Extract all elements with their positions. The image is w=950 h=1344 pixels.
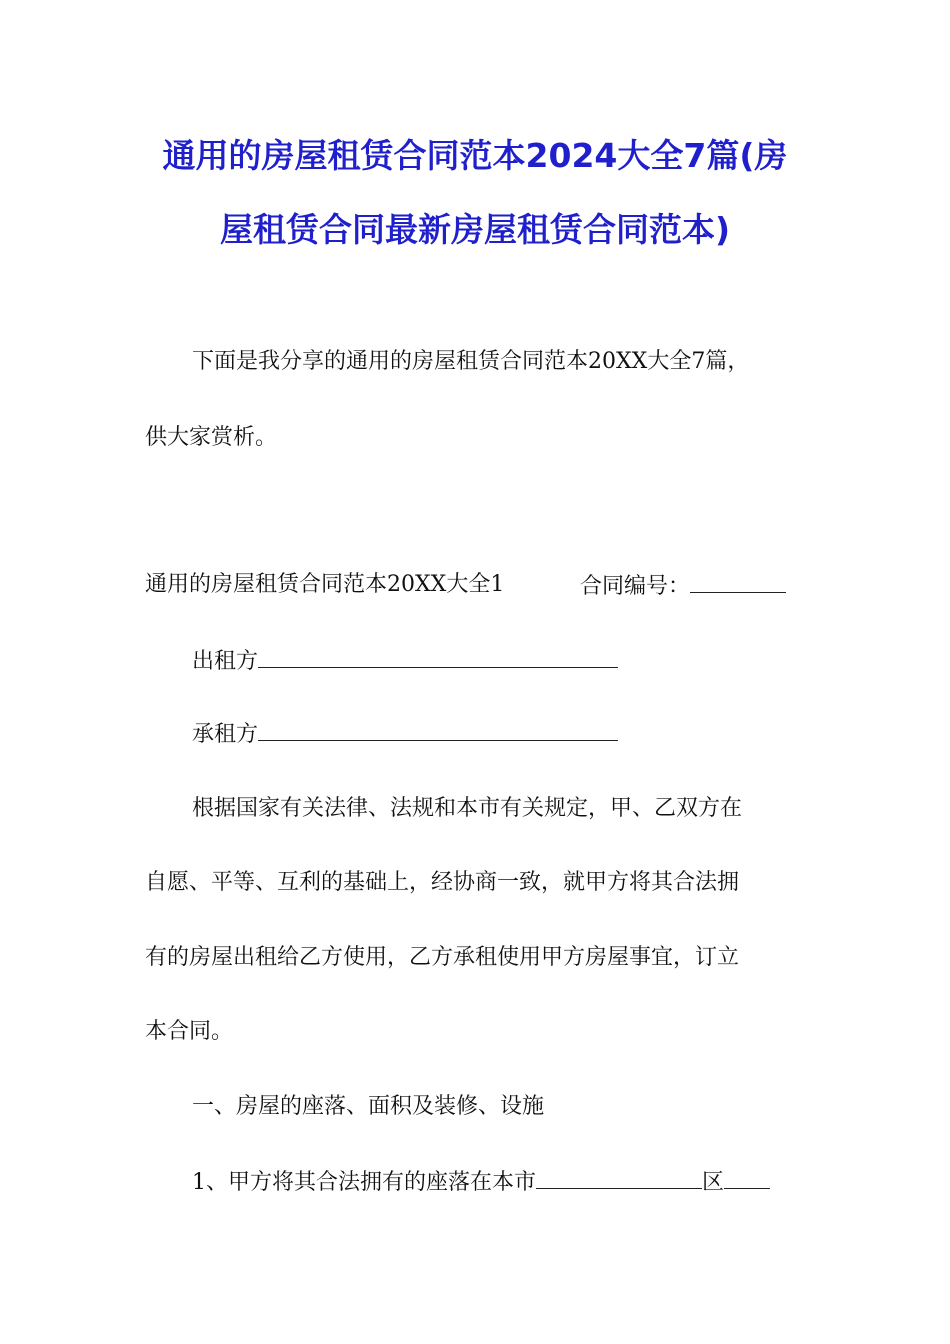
clause-1-city-blank [536, 1166, 702, 1189]
document-title-line-1: 通用的房屋租赁合同范本2024大全7篇(房 [162, 136, 788, 175]
clause-1-district-blank [724, 1166, 770, 1189]
lessor-blank [258, 645, 618, 668]
lessor-field [192, 645, 618, 677]
lessor-label: 出租方 [192, 649, 259, 674]
clause-1-district-label: 区 [702, 1170, 725, 1195]
body-line-1: 根据国家有关法律、法规和本市有关规定，甲、乙双方在 [192, 796, 743, 821]
body-line-2: 自愿、平等、互利的基础上，经协商一致，就甲方将其合法拥 [145, 870, 740, 895]
clause-heading: 一、房屋的座落、面积及装修、设施 [192, 1094, 545, 1119]
body-line-4: 本合同。 [145, 1019, 234, 1044]
lessee-label: 承租方 [192, 722, 259, 747]
intro-line-2: 供大家赏析。 [145, 425, 278, 450]
clause-1-line [192, 1166, 770, 1198]
contract-number-blank [690, 570, 786, 593]
contract-number-label: 合同编号： [580, 574, 691, 599]
body-line-3: 有的房屋出租给乙方使用，乙方承租使用甲方房屋事宜，订立 [145, 945, 740, 970]
document-title-line-2: 屋租赁合同最新房屋租赁合同范本) [219, 210, 731, 249]
lessee-field [192, 718, 618, 750]
intro-line-1: 下面是我分享的通用的房屋租赁合同范本20XX大全7篇， [192, 349, 750, 374]
clause-1-text: 1、甲方将其合法拥有的座落在本市 [192, 1170, 536, 1195]
contract-number-field [580, 570, 786, 602]
lessee-blank [258, 718, 618, 741]
section-heading: 通用的房屋租赁合同范本20XX大全1 [145, 572, 505, 597]
